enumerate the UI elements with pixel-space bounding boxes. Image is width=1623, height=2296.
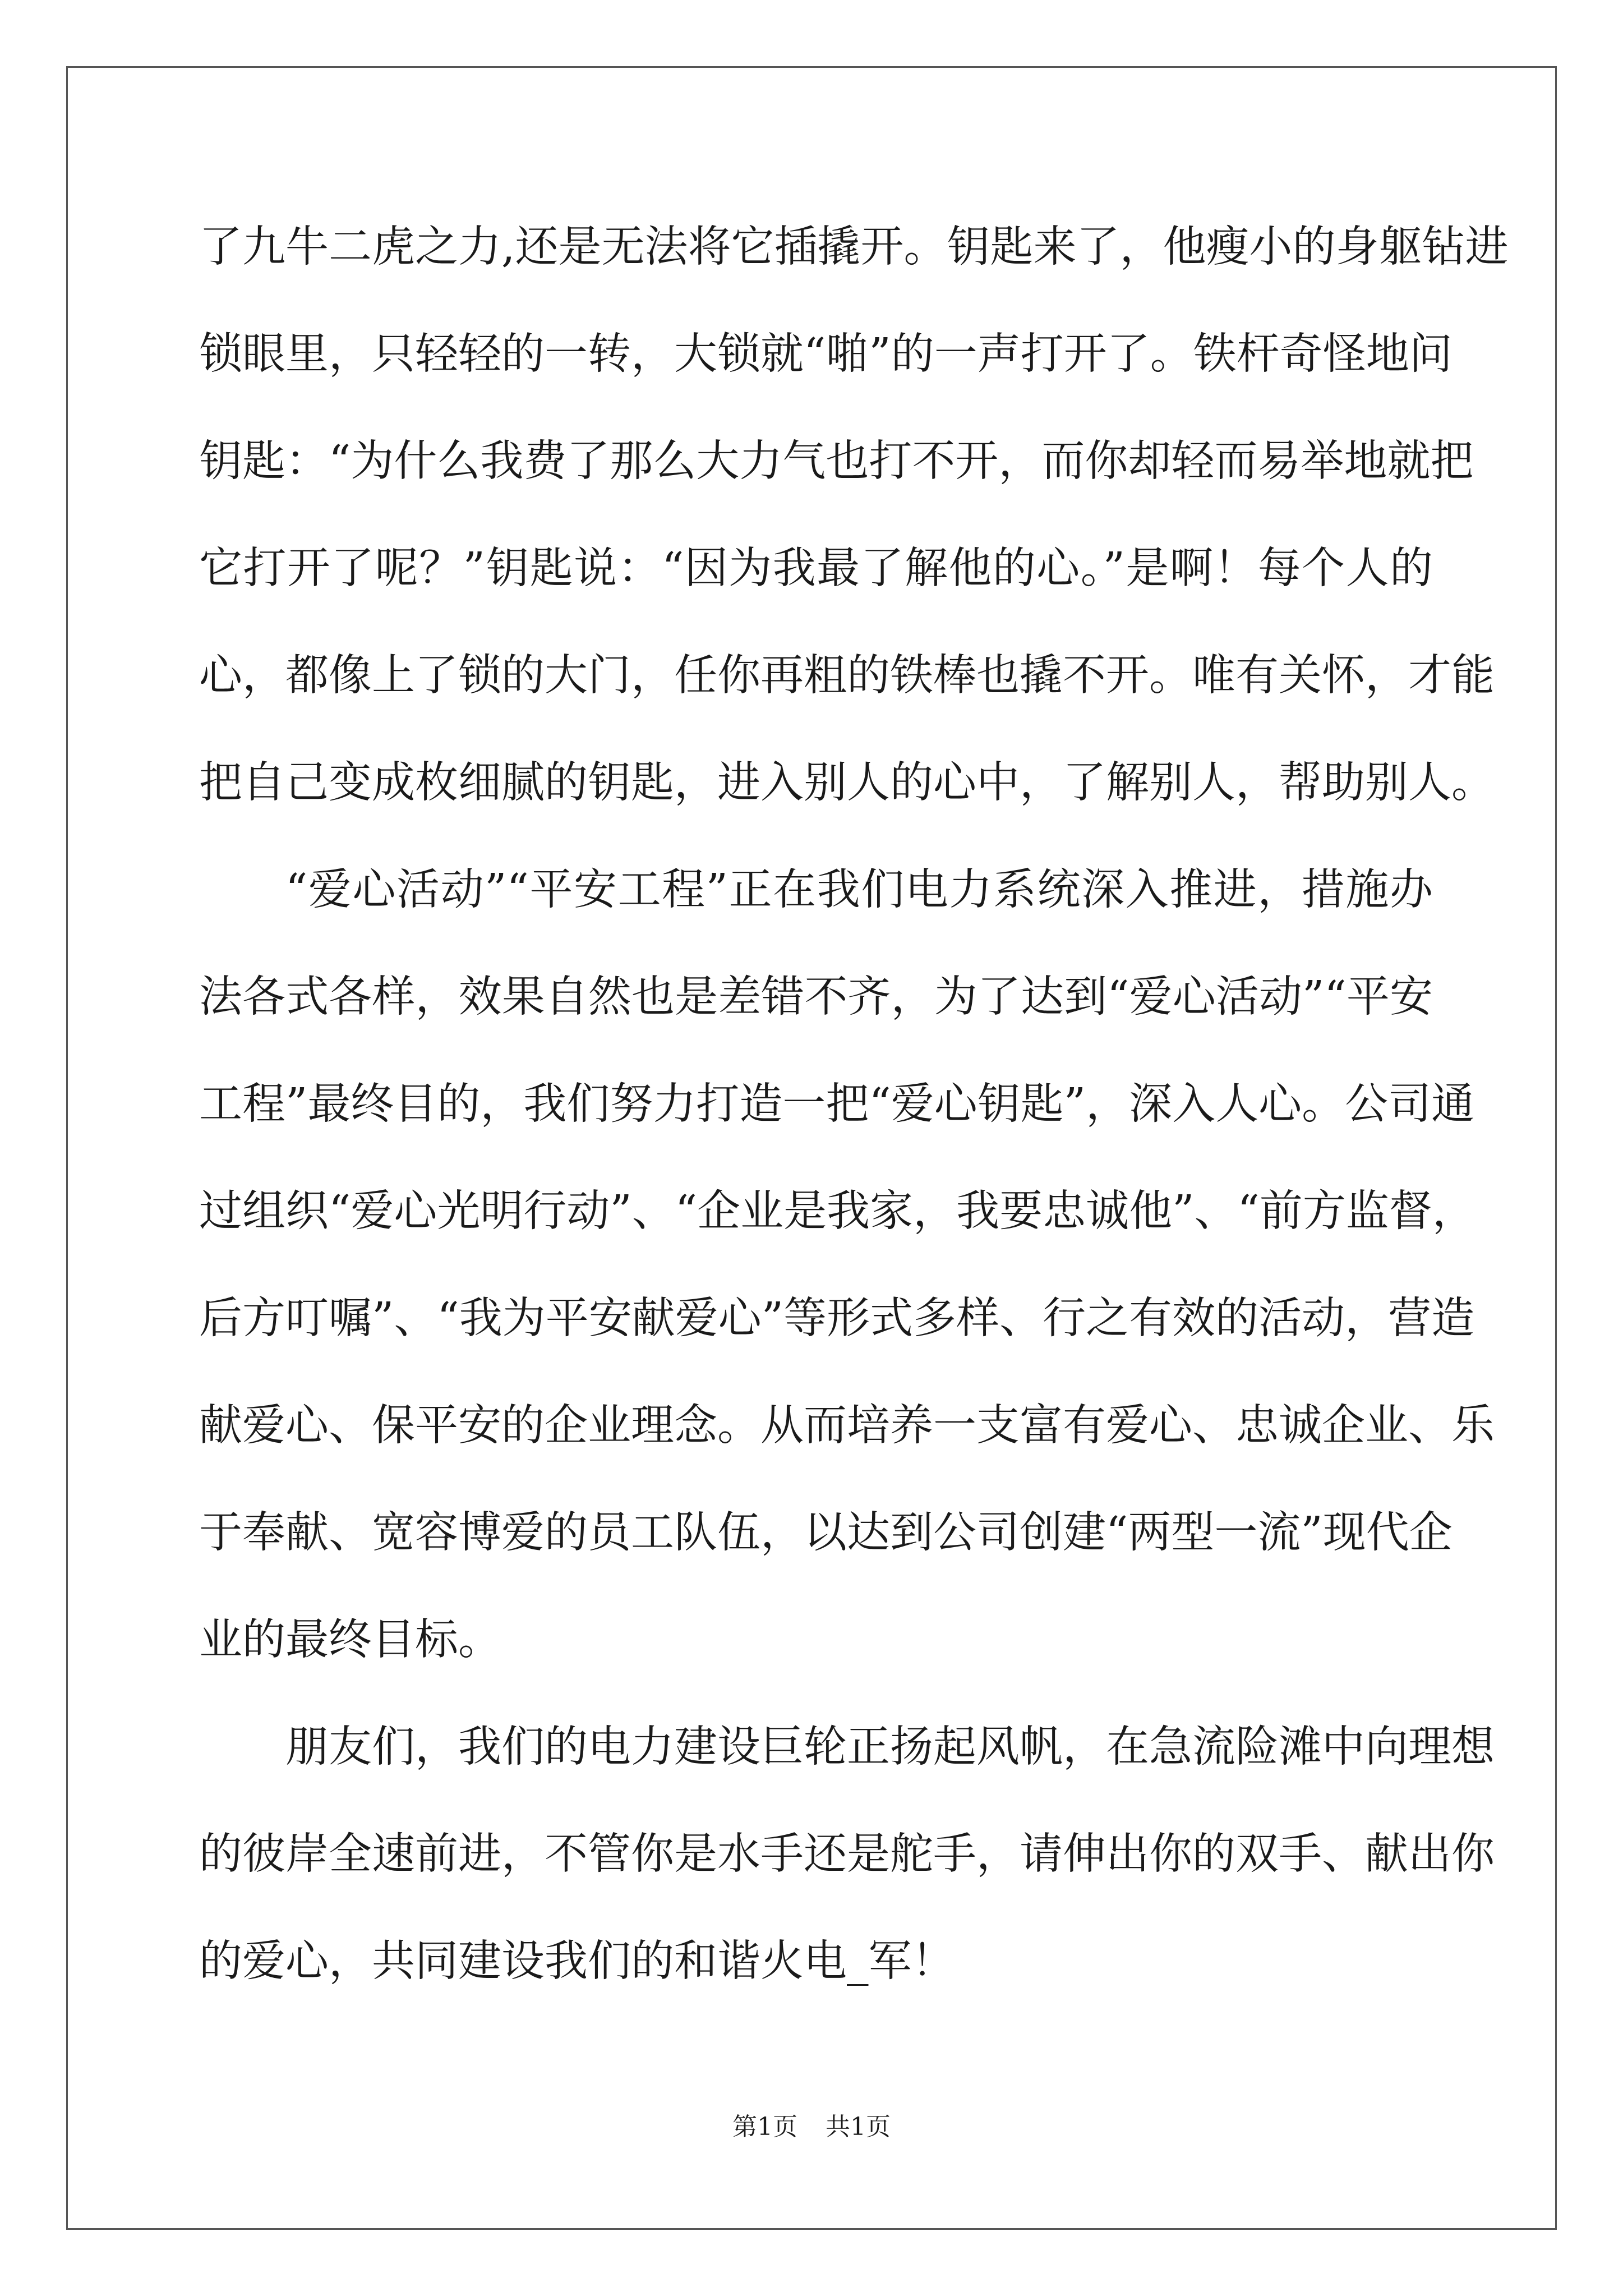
text-line: 它打开了呢？”钥匙说：“因为我最了解他的心。”是啊！每个人的 xyxy=(199,544,1433,593)
text-line: 把自己变成枚细腻的钥匙，进入别人的心中，了解别人，帮助别人。 xyxy=(199,758,1495,808)
text-line: “爱心活动”“平安工程”正在我们电力系统深入推进，措施办 xyxy=(285,865,1433,915)
text-line: 法各式各样，效果自然也是差错不齐，为了达到“爱心活动”“平安 xyxy=(199,972,1433,1022)
text-line: 业的最终目标。 xyxy=(199,1615,501,1665)
document-body xyxy=(199,194,1509,2015)
text-line: 朋友们，我们的电力建设巨轮正扬起风帆，在急流险滩中向理想 xyxy=(285,1722,1495,1772)
text-line: 的爱心，共同建设我们的和谐火电_军！ xyxy=(199,1936,955,1986)
text-line: 了九牛二虎之力,还是无法将它插撬开。钥匙来了，他瘦小的身躯钻进 xyxy=(199,222,1509,272)
text-line: 献爱心、保平安的企业理念。从而培养一支富有爱心、忠诚企业、乐 xyxy=(199,1401,1495,1451)
text-line: 后方叮嘱”、“我为平安献爱心”等形式多样、行之有效的活动，营造 xyxy=(199,1294,1475,1343)
text-line: 的彼岸全速前进，不管你是水手还是舵手，请伸出你的双手、献出你 xyxy=(199,1829,1495,1879)
text-line: 心，都像上了锁的大门，任你再粗的铁棒也撬不开。唯有关怀，才能 xyxy=(199,651,1495,701)
text-line: 于奉献、宽容博爱的员工队伍，以达到公司创建“两型一流”现代企 xyxy=(199,1508,1453,1558)
text-line: 过组织“爱心光明行动”、“企业是我家，我要忠诚他”、“前方监督， xyxy=(199,1186,1476,1236)
page-number-total: 共1页 xyxy=(826,2113,891,2141)
text-line: 锁眼里，只轻轻的一转，大锁就“啪”的一声打开了。铁杆奇怪地问 xyxy=(199,329,1453,379)
page-number-current: 第1页 xyxy=(732,2113,797,2141)
page-footer xyxy=(0,2106,1623,2142)
text-line: 钥匙：“为什么我费了那么大力气也打不开，而你却轻而易举地就把 xyxy=(199,436,1474,486)
text-line: 工程”最终目的，我们努力打造一把“爱心钥匙”，深入人心。公司通 xyxy=(199,1079,1475,1129)
